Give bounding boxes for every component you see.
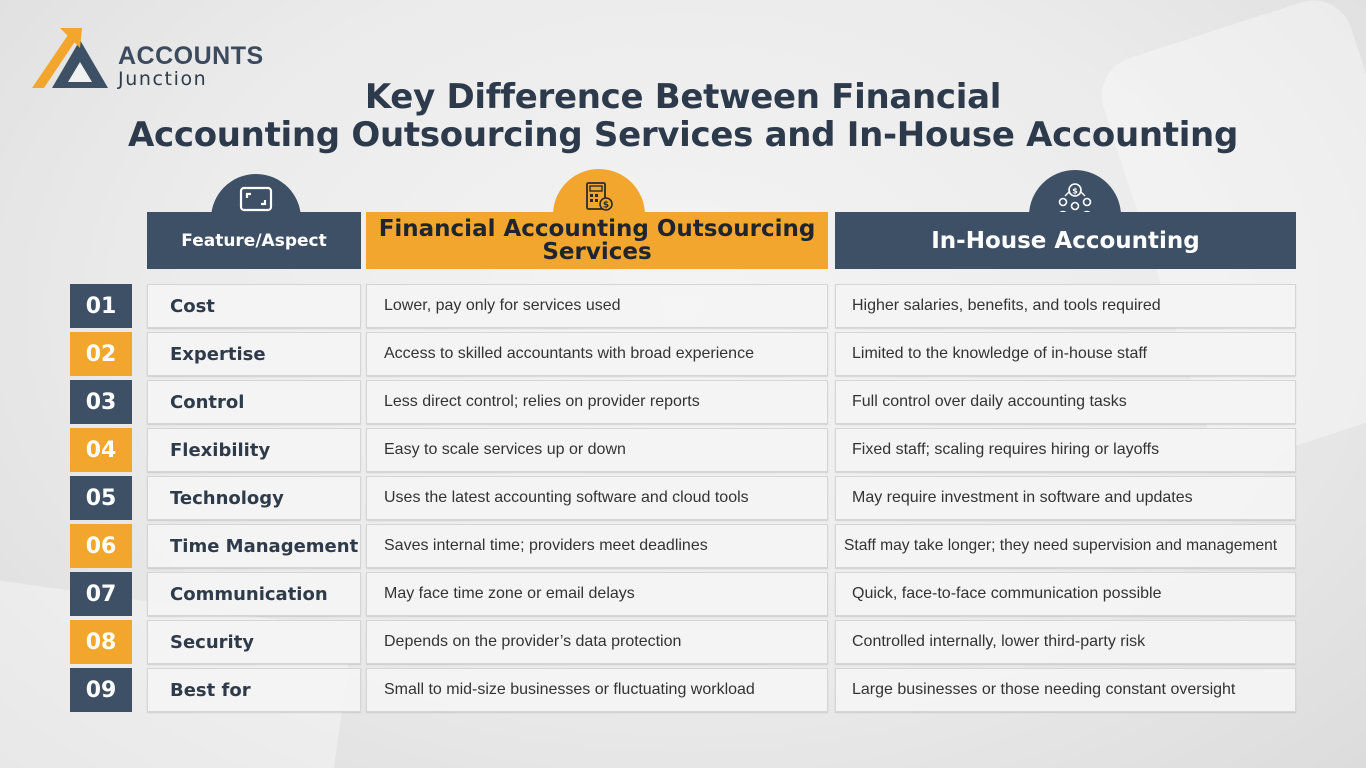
- table-row: [0, 476, 1366, 520]
- expand-frame-icon: [239, 186, 273, 212]
- logo-wordmark-top: ACCOUNTS: [118, 42, 264, 70]
- outsourcing-cell: Small to mid-size businesses or fluctuating workload: [366, 668, 828, 712]
- table-row: [0, 380, 1366, 424]
- table-row: [0, 428, 1366, 472]
- feature-cell: Time Management: [147, 524, 361, 568]
- inhouse-cell: Quick, face-to-face communication possible: [835, 572, 1296, 616]
- feature-cell: Communication: [147, 572, 361, 616]
- outsourcing-cell: Uses the latest accounting software and cloud tools: [366, 476, 828, 520]
- page-title: [0, 78, 1366, 154]
- outsourcing-cell: Easy to scale services up or down: [366, 428, 828, 472]
- svg-text:$: $: [1072, 186, 1078, 196]
- row-number: 08: [70, 620, 132, 664]
- inhouse-cell: Fixed staff; scaling requires hiring or layoffs: [835, 428, 1296, 472]
- row-number: 01: [70, 284, 132, 328]
- outsourcing-cell: Lower, pay only for services used: [366, 284, 828, 328]
- calculator-document-icon: [584, 181, 614, 213]
- feature-cell: Expertise: [147, 332, 361, 376]
- title-line-2: Accounting Outsourcing Services and In-House Accounting: [128, 115, 1238, 155]
- outsourcing-cell: Depends on the provider’s data protection: [366, 620, 828, 664]
- inhouse-cell: Controlled internally, lower third-party risk: [835, 620, 1296, 664]
- outsourcing-cell: Saves internal time; providers meet deadlines: [366, 524, 828, 568]
- inhouse-cell: Full control over daily accounting tasks: [835, 380, 1296, 424]
- feature-cell: Flexibility: [147, 428, 361, 472]
- outsourcing-cell: Less direct control; relies on provider reports: [366, 380, 828, 424]
- inhouse-cell: Higher salaries, benefits, and tools required: [835, 284, 1296, 328]
- header-inhouse-accounting: In-House Accounting: [835, 212, 1296, 269]
- feature-cell: Best for: [147, 668, 361, 712]
- row-number: 06: [70, 524, 132, 568]
- header-feature-aspect: Feature/Aspect: [147, 212, 361, 269]
- table-row: [0, 332, 1366, 376]
- table-row: [0, 620, 1366, 664]
- header-outsourcing-services: Financial Accounting Outsourcing Services: [366, 212, 828, 269]
- inhouse-cell: Large businesses or those needing constant oversight: [835, 668, 1296, 712]
- feature-cell: Cost: [147, 284, 361, 328]
- logo-wordmark-bottom: Junction: [118, 68, 208, 90]
- feature-cell: Technology: [147, 476, 361, 520]
- inhouse-cell: May require investment in software and updates: [835, 476, 1296, 520]
- row-number: 03: [70, 380, 132, 424]
- row-number: 09: [70, 668, 132, 712]
- outsourcing-cell: Access to skilled accountants with broad experience: [366, 332, 828, 376]
- table-row: [0, 284, 1366, 328]
- table-row: [0, 524, 1366, 568]
- inhouse-cell: Staff may take longer; they need supervision and management: [835, 524, 1296, 568]
- table-row: [0, 668, 1366, 712]
- feature-cell: Security: [147, 620, 361, 664]
- outsourcing-cell: May face time zone or email delays: [366, 572, 828, 616]
- svg-text:$: $: [602, 200, 610, 211]
- feature-cell: Control: [147, 380, 361, 424]
- table-row: [0, 572, 1366, 616]
- row-number: 04: [70, 428, 132, 472]
- row-number: 07: [70, 572, 132, 616]
- row-number: 02: [70, 332, 132, 376]
- inhouse-cell: Limited to the knowledge of in-house staff: [835, 332, 1296, 376]
- title-line-1: Key Difference Between Financial: [364, 77, 1002, 117]
- row-number: 05: [70, 476, 132, 520]
